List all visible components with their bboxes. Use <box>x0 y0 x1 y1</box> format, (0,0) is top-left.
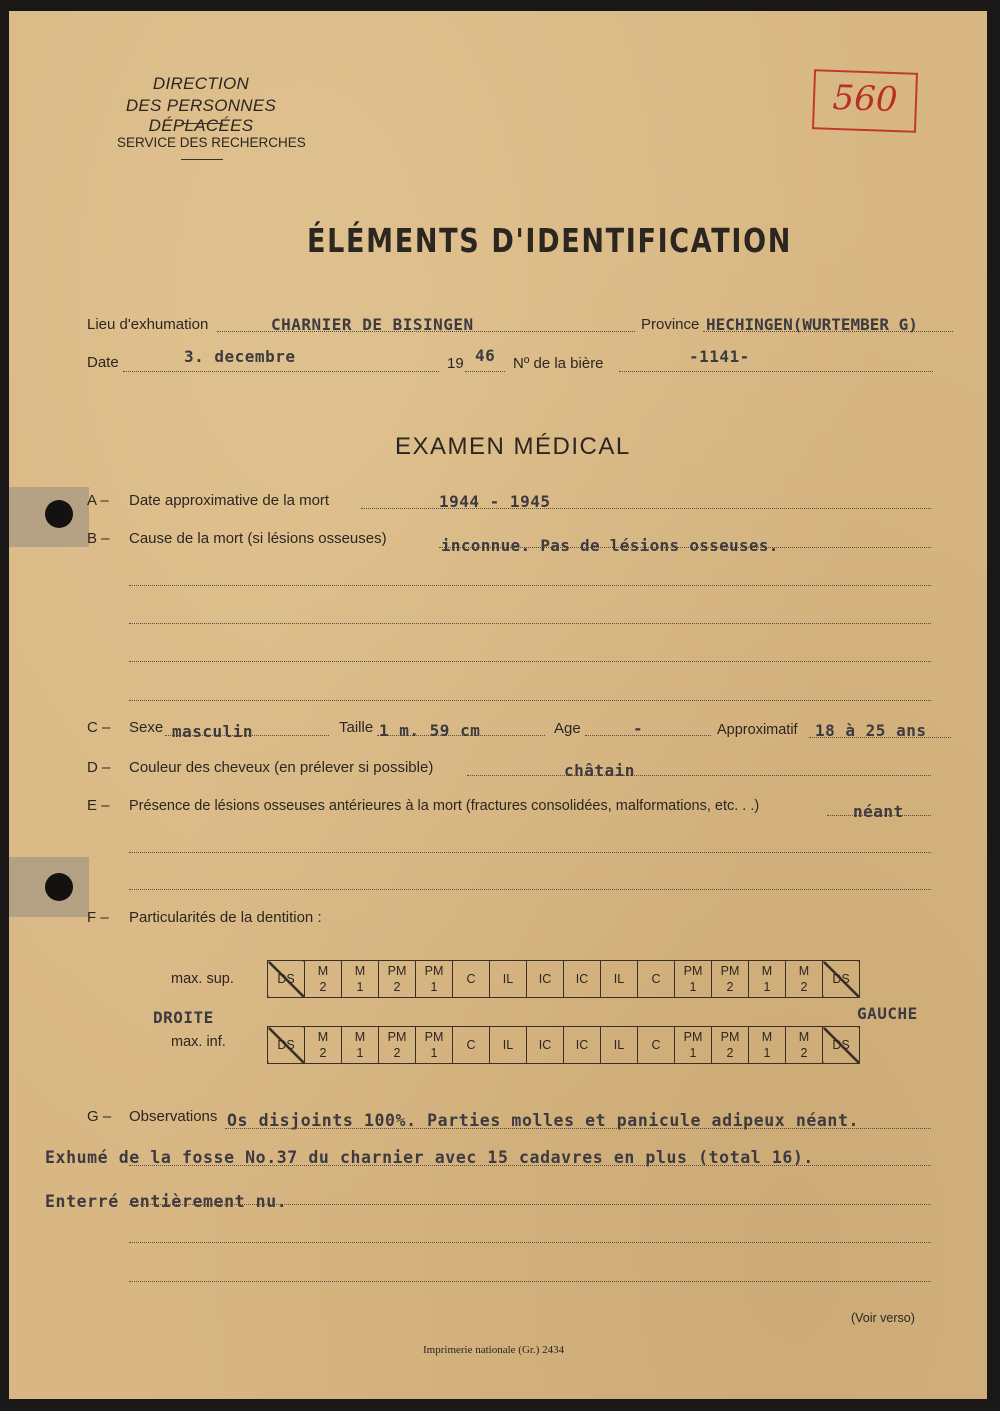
item-d-label: Couleur des cheveux (en prélever si possible) <box>129 759 434 776</box>
tooth-type: M <box>761 1029 773 1044</box>
item-b-label: Cause de la mort (si lésions osseuses) <box>129 530 387 547</box>
header-service: SERVICE DES RECHERCHES <box>117 135 306 150</box>
item-e-value: néant <box>853 802 904 821</box>
tooth-type: IL <box>502 1037 514 1052</box>
tooth-number: 2 <box>726 979 734 994</box>
punch-hole-bottom <box>45 873 73 901</box>
age-label: Age <box>554 720 581 737</box>
upper-tooth-cell <box>601 961 638 998</box>
tooth-number: 2 <box>319 1045 327 1060</box>
item-b-letter: B – <box>87 530 110 547</box>
observation-dots-5 <box>129 1281 931 1282</box>
province-label: Province <box>641 316 700 333</box>
lower-tooth-cell <box>786 1027 823 1064</box>
year-value: 46 <box>475 346 496 365</box>
age-dots <box>585 735 711 736</box>
max-inf-label: max. inf. <box>171 1034 226 1050</box>
stamp-number <box>812 69 918 133</box>
tooth-number: 2 <box>319 979 327 994</box>
tooth-type: M <box>354 963 366 978</box>
imprimerie-footer: Imprimerie nationale (Gr.) 2434 <box>423 1344 565 1356</box>
tooth-type: PM <box>387 963 407 978</box>
item-d-letter: D – <box>87 759 111 776</box>
item-f-letter: F – <box>87 909 109 926</box>
header-rule-2 <box>181 159 223 160</box>
age-value: - <box>633 719 644 738</box>
item-b-value: inconnue. Pas de lésions osseuses. <box>441 536 779 555</box>
observation-line-1: Os disjoints 100%. Parties molles et panicule adipeux néant. <box>227 1111 860 1130</box>
upper-tooth-cell <box>564 961 601 998</box>
upper-tooth-cell <box>416 961 453 998</box>
tooth-number: 2 <box>726 1045 734 1060</box>
tooth-type: IC <box>575 971 589 986</box>
taille-value: 1 m. 59 cm <box>379 721 481 740</box>
item-e-label: Présence de lésions osseuses antérieures à la mort (fractures consolidées, malformations, etc. . .) <box>129 798 760 814</box>
upper-tooth-cell <box>305 961 342 998</box>
biere-value: -1141- <box>689 347 750 366</box>
upper-tooth-cell <box>823 961 860 998</box>
province-value: HECHINGEN(WURTEMBER G) <box>706 315 918 334</box>
approx-value: 18 à 25 ans <box>815 721 927 740</box>
item-b-dots-4 <box>129 661 931 662</box>
tooth-type: M <box>354 1029 366 1044</box>
tooth-type: C <box>466 1037 476 1052</box>
upper-tooth-cell <box>268 961 305 998</box>
lower-tooth-cell <box>564 1027 601 1064</box>
tooth-number: 1 <box>356 979 364 994</box>
upper-tooth-cell <box>379 961 416 998</box>
tooth-number: 2 <box>800 979 808 994</box>
item-a-value: 1944 - 1945 <box>439 492 551 511</box>
item-e-letter: E – <box>87 797 110 814</box>
tooth-number: 1 <box>689 979 697 994</box>
observation-line-2: Exhumé de la fosse No.37 du charnier avec 15 cadavres en plus (total 16). <box>45 1148 814 1167</box>
upper-tooth-cell <box>490 961 527 998</box>
observation-dots-3 <box>129 1204 931 1205</box>
teeth-chart-lower <box>267 1026 860 1064</box>
item-g-label: Observations <box>129 1108 218 1125</box>
lieu-value: CHARNIER DE BISINGEN <box>271 315 474 334</box>
tooth-number: 1 <box>689 1045 697 1060</box>
upper-tooth-cell <box>342 961 379 998</box>
lower-tooth-cell <box>823 1027 860 1064</box>
tooth-type: DS <box>832 1037 850 1052</box>
tooth-number: 1 <box>430 1045 438 1060</box>
tooth-type: PM <box>424 963 444 978</box>
tooth-type: C <box>651 971 661 986</box>
biere-dots <box>619 371 933 372</box>
tooth-type: C <box>651 1037 661 1052</box>
tooth-type: IL <box>613 1037 625 1052</box>
tooth-type: PM <box>720 963 740 978</box>
tooth-type: IC <box>575 1037 589 1052</box>
tooth-type: PM <box>720 1029 740 1044</box>
tooth-number: 1 <box>763 1045 771 1060</box>
lower-tooth-cell <box>601 1027 638 1064</box>
tooth-type: PM <box>683 1029 703 1044</box>
upper-tooth-cell <box>786 961 823 998</box>
tooth-type: M <box>317 963 329 978</box>
upper-tooth-cell <box>675 961 712 998</box>
tooth-type: IL <box>502 971 514 986</box>
section-title: EXAMEN MÉDICAL <box>395 433 631 460</box>
item-b-dots-5 <box>129 700 931 701</box>
teeth-row-upper <box>268 961 860 998</box>
item-a-letter: A – <box>87 492 109 509</box>
teeth-chart-upper <box>267 960 860 998</box>
lower-tooth-cell <box>675 1027 712 1064</box>
header-rule-1 <box>181 123 223 124</box>
tooth-type: DS <box>277 971 295 986</box>
gauche-label: GAUCHE <box>857 1004 918 1023</box>
stamp-number-text: 560 <box>831 77 899 121</box>
item-a-label: Date approximative de la mort <box>129 492 330 509</box>
lower-tooth-cell <box>268 1027 305 1064</box>
biere-label: Nº de la bière <box>513 355 604 372</box>
approx-label: Approximatif <box>717 722 798 738</box>
item-e-dots-3 <box>129 889 931 890</box>
lower-tooth-cell <box>638 1027 675 1064</box>
lower-tooth-cell <box>490 1027 527 1064</box>
tooth-type: DS <box>832 971 850 986</box>
item-d-value: châtain <box>564 761 635 780</box>
item-b-dots-2 <box>129 585 931 586</box>
tooth-number: 1 <box>356 1045 364 1060</box>
lower-tooth-cell <box>416 1027 453 1064</box>
tooth-number: 1 <box>763 979 771 994</box>
item-g-letter: G – <box>87 1108 112 1125</box>
lower-tooth-cell <box>527 1027 564 1064</box>
sexe-label: Sexe <box>129 719 164 736</box>
date-dots <box>123 371 439 372</box>
item-f-label: Particularités de la dentition : <box>129 909 322 926</box>
lower-tooth-cell <box>453 1027 490 1064</box>
tooth-type: PM <box>424 1029 444 1044</box>
tooth-type: M <box>798 1029 810 1044</box>
tooth-number: 1 <box>430 979 438 994</box>
observation-dots-4 <box>129 1242 931 1243</box>
upper-tooth-cell <box>527 961 564 998</box>
tooth-number: 2 <box>800 1045 808 1060</box>
tooth-type: IC <box>538 1037 552 1052</box>
tooth-type: M <box>761 963 773 978</box>
tooth-type: DS <box>277 1037 295 1052</box>
teeth-row-lower <box>268 1027 860 1064</box>
tooth-type: C <box>466 971 476 986</box>
tooth-number: 2 <box>393 979 401 994</box>
punch-hole-top <box>45 500 73 528</box>
item-b-dots-3 <box>129 623 931 624</box>
tooth-type: M <box>317 1029 329 1044</box>
item-d-dots <box>467 775 931 776</box>
document-sheet <box>9 11 987 1399</box>
tooth-type: M <box>798 963 810 978</box>
date-label: Date <box>87 354 119 371</box>
lieu-label: Lieu d'exhumation <box>87 316 209 333</box>
tooth-type: IC <box>538 971 552 986</box>
header-direction-line2: DES PERSONNES DÉPLACÉES <box>125 96 277 135</box>
tooth-number: 2 <box>393 1045 401 1060</box>
max-sup-label: max. sup. <box>171 971 234 987</box>
lower-tooth-cell <box>749 1027 786 1064</box>
lower-tooth-cell <box>379 1027 416 1064</box>
tooth-type: PM <box>683 963 703 978</box>
lower-tooth-cell <box>305 1027 342 1064</box>
observation-dots-1 <box>225 1128 931 1129</box>
droite-label: DROITE <box>153 1008 214 1027</box>
item-c-letter: C – <box>87 719 111 736</box>
observation-line-3: Enterré entièrement nu. <box>45 1192 288 1211</box>
page-title: ÉLÉMENTS D'IDENTIFICATION <box>307 221 793 260</box>
upper-tooth-cell <box>638 961 675 998</box>
lower-tooth-cell <box>342 1027 379 1064</box>
sexe-value: masculin <box>172 722 254 741</box>
date-value: 3. decembre <box>184 347 296 366</box>
tooth-type: IL <box>613 971 625 986</box>
upper-tooth-cell <box>453 961 490 998</box>
voir-verso: (Voir verso) <box>851 1311 915 1325</box>
observation-dots-2 <box>129 1165 931 1166</box>
tooth-type: PM <box>387 1029 407 1044</box>
year-dots <box>465 371 505 372</box>
lower-tooth-cell <box>712 1027 749 1064</box>
header-direction-line1: DIRECTION <box>152 74 250 93</box>
year-prefix: 19 <box>447 355 464 372</box>
item-e-dots-2 <box>129 852 931 853</box>
upper-tooth-cell <box>749 961 786 998</box>
upper-tooth-cell <box>712 961 749 998</box>
taille-label: Taille <box>339 719 374 736</box>
